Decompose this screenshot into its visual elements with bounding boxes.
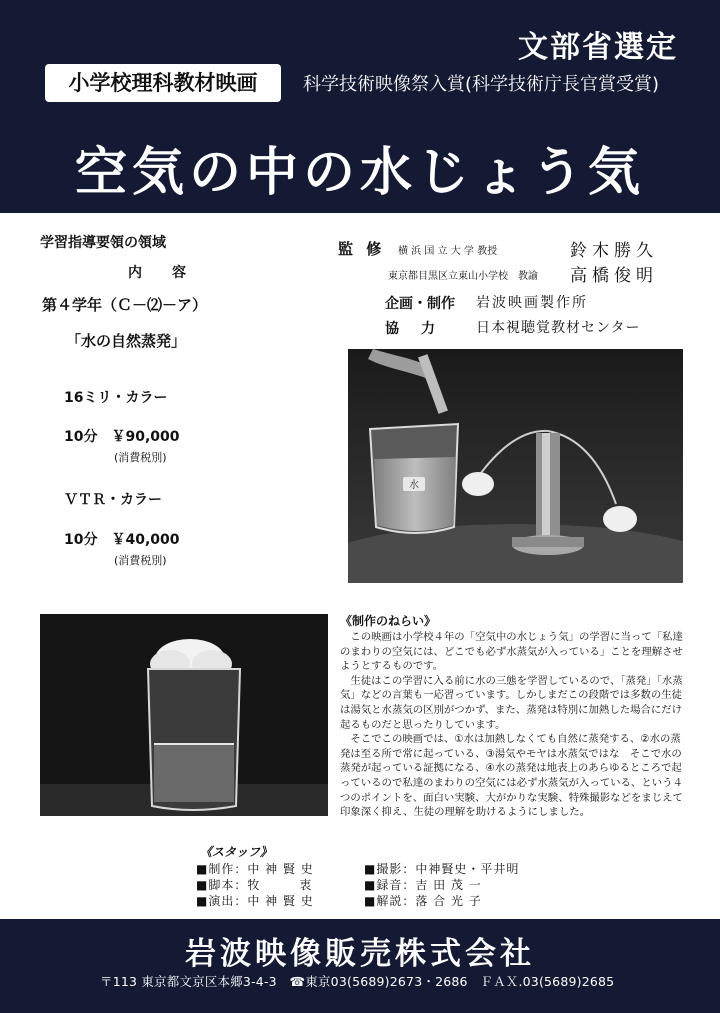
production-label: 企画・制作: [385, 296, 455, 312]
staff-entry: ■演出：中 神 賢 史: [196, 894, 314, 908]
purpose-body: [340, 630, 684, 820]
content-heading: 内容: [128, 265, 216, 281]
supervisor2-name: 高橋俊明: [570, 266, 658, 286]
grade-text: 第４学年（Ｃ－⑵－ア）: [42, 296, 208, 314]
vtr-tax-note: (消費税別): [114, 554, 167, 567]
film-tax-note: (消費税別): [114, 451, 167, 464]
cooperation-label: 協 力: [385, 321, 439, 337]
purpose-paragraph: この映画は小学校４年の「空気中の水じょう気」の学習に当って「私達のまわりの空気には、どこでも必ず水蒸気が入っている」ことを理解させようとするものです。: [340, 631, 683, 673]
film-price: 10分 ￥90,000: [64, 429, 180, 445]
photo1-illustration: [348, 349, 683, 583]
unit-name: 「水の自然蒸発」: [66, 332, 187, 350]
purpose-paragraph: そこでこの映画では、①水は加熱しなくても自然に蒸発する、②水の蒸発は至る所で常に起っている、③湯気やモヤは水蒸気ではな そこで水の蒸発が起っている証拠になる、④水の蒸発は地表上のあらゆるところで起っているので私達のまわりの空気には必ず水蒸気が入っている、という４つのポイントを、面白い実験、大がかりな実験、特殊撮影などをまじえて印象深く抑え、生徒の理解を助けるようにしました。: [340, 733, 683, 819]
vtr-format: ＶＴＲ・カラー: [64, 492, 162, 508]
photo2-illustration: [40, 614, 328, 816]
supervisor2-affiliation: 東京都目黒区立東山小学校 教諭: [388, 271, 538, 282]
company-address: 〒113 東京都文京区本郷3-4-3 ☎東京03(5689)2673・2686 ＦＡＸ.03(5689)2685: [100, 974, 615, 989]
staff-entry: ■録音：吉 田 茂 一: [364, 878, 482, 892]
staff-heading: 《スタッフ》: [200, 845, 273, 859]
curriculum-heading: 学習指導要領の領域: [40, 235, 166, 251]
supervision-label: 監 修: [338, 240, 386, 258]
staff-entry: ■制作：中 神 賢 史: [196, 862, 314, 876]
page-title: 空気の中の水じょう気: [74, 142, 645, 203]
beaker-label: 水: [409, 480, 419, 491]
film-format: 16ミリ・カラー: [64, 390, 168, 406]
vtr-price: 10分 ￥40,000: [64, 532, 180, 548]
purpose-paragraph: 生徒はこの学習に入る前に水の三態を学習しているので、「蒸発」「水蒸気」などの言葉も一応習っています。しかしまだこの段階では多数の生徒は湯気と水蒸気の区別がつかず、また、蒸発は特別に加熱した場合にだけ起るものだと思ったりしています。: [340, 674, 683, 731]
experiment-photo-beaker-steam: [40, 614, 328, 816]
experiment-photo-beaker-balance: [348, 349, 683, 583]
ministry-selection-badge: 文部省選定: [518, 30, 678, 65]
supervisor1-affiliation: 横 浜 国 立 大 学 教授: [398, 246, 498, 257]
award-text: 科学技術映像祭入賞(科学技術庁長官賞受賞): [303, 74, 660, 95]
purpose-heading: 《制作のねらい》: [340, 614, 437, 628]
production-company: 岩波映画製作所: [476, 295, 588, 311]
cooperation-org: 日本視聴覚教材センター: [476, 320, 641, 336]
supervisor1-name: 鈴木勝久: [570, 241, 658, 261]
company-name: 岩波映像販売株式会社: [185, 936, 535, 972]
staff-entry: ■解説：落 合 光 子: [364, 894, 482, 908]
category-badge: 小学校理科教材映画: [45, 64, 281, 102]
staff-entry: ■撮影：中神賢史・平井明: [364, 862, 520, 876]
staff-entry: ■脚本：牧 衷: [196, 878, 313, 892]
